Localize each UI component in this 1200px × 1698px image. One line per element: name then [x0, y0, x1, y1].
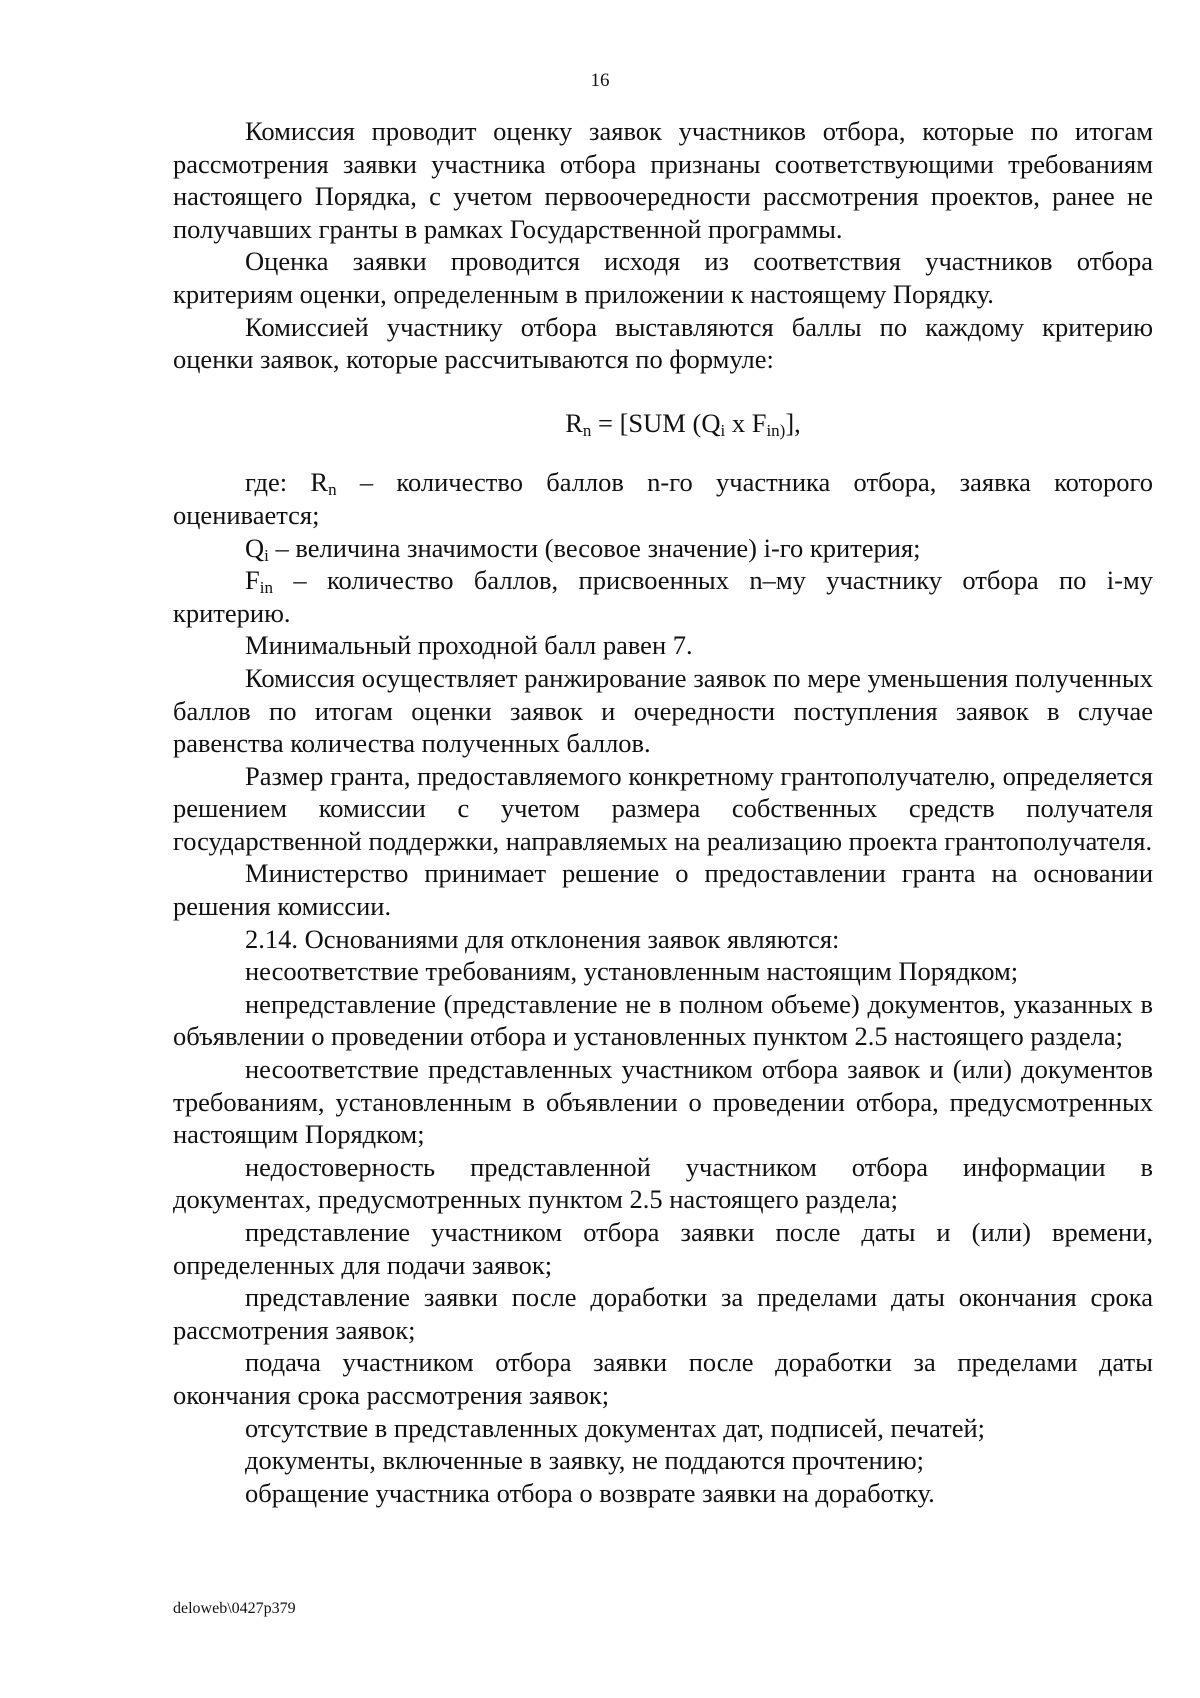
paragraph: Комиссия проводит оценку заявок участников отбора, которые по итогам рассмотрения заявки участника отбора признаны соответствующими требованиям настоящего Порядка, с учетом первоочередности рассмотрения проектов, ранее не получавших гранты в рамках Государственной программы. [173, 116, 1153, 244]
definition-qi-prefix: Q [245, 532, 265, 563]
paragraph: Оценка заявки проводится исходя из соответствия участников отбора критериям оценки, определенным в приложении к настоящему Порядку. [173, 246, 1153, 309]
list-item: подача участником отбора заявки после доработки за пределами даты окончания срока рассмотрения заявок; [173, 1347, 1153, 1410]
formula-end: ], [785, 407, 801, 438]
paragraph: Министерство принимает решение о предоставлении гранта на основании решения комиссии. [173, 858, 1153, 922]
section-heading: 2.14. Основаниями для отклонения заявок являются: [245, 923, 840, 954]
page-number: 16 [590, 70, 610, 91]
formula-times: x F [725, 407, 767, 438]
definition-qi-text: – величина значимости (весовое значение) i-го критерия; [268, 532, 921, 563]
paragraph: Минимальный проходной балл равен 7. [245, 630, 693, 661]
definition-rn-subscript: n [328, 480, 337, 500]
definition-rn [173, 466, 1153, 531]
list-item: несоответствие требованиям, установленным настоящим Порядком; [245, 956, 1019, 987]
formula-f-subscript: in) [766, 420, 786, 440]
list-item: несоответствие представленных участником отбора заявок и (или) документов требованиям, установленным в объявлении о проведении отбора, предусмотренных настоящим Порядком; [173, 1054, 1153, 1150]
list-item: отсутствие в представленных документах дат, подписей, печатей; [245, 1412, 986, 1443]
list-item: представление заявки после доработки за пределами даты окончания срока рассмотрения заявок; [173, 1282, 1153, 1345]
definition-fin [173, 564, 1153, 629]
formula-q-subscript: i [720, 420, 726, 440]
list-item: обращение участника отбора о возврате заявки на доработку. [245, 1477, 935, 1508]
paragraph: Комиссия осуществляет ранжирование заявок по мере уменьшения полученных баллов по итогам оценки заявок и очередности поступления заявок в случае равенства количества полученных баллов. [173, 662, 1153, 759]
list-item: непредставление (представление не в полном объеме) документов, указанных в объявлении о проведении отбора и установленных пунктом 2.5 настоящего раздела; [173, 988, 1153, 1052]
document-body [173, 115, 1153, 1509]
formula [173, 407, 1153, 440]
list-item: документы, включенные в заявку, не поддаются прочтению; [245, 1445, 925, 1476]
definition-qi [173, 532, 1153, 565]
paragraph: Комиссией участнику отбора выставляются баллы по каждому критерию оценки заявок, которые рассчитываются по формуле: [173, 311, 1153, 375]
paragraph: Размер гранта, предоставляемого конкретному грантополучателю, определяется решением комиссии с учетом размера собственных средств получателя государственной поддержки, направляемых на реализацию проекта грантополучателя. [173, 760, 1153, 856]
definition-fin-prefix: F [245, 565, 260, 596]
definition-rn-text: – количество баллов n-го участника отбора, заявка которого оценивается; [173, 467, 1153, 530]
definition-rn-prefix: где: R [245, 467, 329, 498]
formula-r-subscript: n [582, 420, 592, 440]
formula-middle: = [SUM (Q [591, 407, 721, 438]
definition-fin-text: – количество баллов, присвоенных n–му участнику отбора по i-му критерию. [173, 565, 1153, 628]
definition-fin-subscript: in [259, 578, 273, 598]
document-footer-code: deloweb\0427p379 [173, 1600, 296, 1617]
list-item: недостоверность представленной участником отбора информации в документах, предусмотренных пунктом 2.5 настоящего раздела; [173, 1151, 1153, 1215]
list-item: представление участником отбора заявки после даты и (или) времени, определенных для подачи заявок; [173, 1217, 1153, 1280]
formula-r: R [565, 407, 583, 438]
definition-qi-subscript: i [264, 545, 269, 565]
